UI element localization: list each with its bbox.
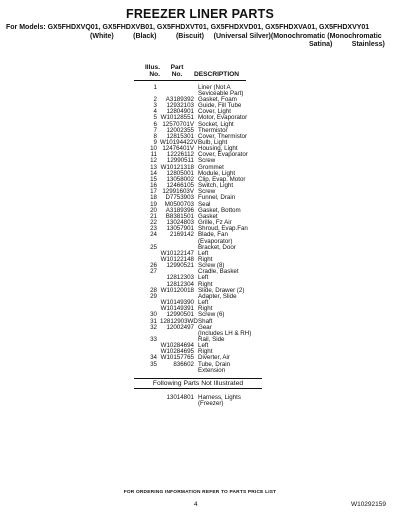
part-no: D7753903 xyxy=(165,194,194,202)
part-no: W10284694 xyxy=(160,342,194,350)
illus-no: 28 xyxy=(150,286,157,294)
part-no: 12466105 xyxy=(166,182,194,190)
model-colors-line: (White) (Black) (Biscuit) (Universal Silver)(Monochromatic (Monochromatic xyxy=(90,32,382,40)
part-description: Screw (6) xyxy=(198,311,225,319)
part-no: W10122147 xyxy=(160,249,194,257)
illus-no: 12 xyxy=(150,157,157,165)
part-description: (Evaporator) xyxy=(198,237,233,245)
illus-no: 26 xyxy=(150,262,157,270)
illus-no: 10 xyxy=(150,145,157,153)
part-no: 12804901 xyxy=(166,108,194,116)
part-description: Guide, Fill Tube xyxy=(198,102,242,110)
part-no: 13014801 xyxy=(166,393,194,401)
part-no: 836602 xyxy=(173,360,194,368)
part-description: Cover, Thermistor xyxy=(198,132,248,140)
part-description: Switch, Light xyxy=(198,182,234,190)
part-description: Gasket xyxy=(198,212,218,220)
illus-no: 35 xyxy=(150,360,157,368)
illus-no: 15 xyxy=(150,175,157,183)
part-no: W10128551 xyxy=(160,114,194,122)
illus-no: 14 xyxy=(150,169,157,177)
part-description: Cradle, Basket xyxy=(198,268,239,276)
illus-no: 11 xyxy=(150,151,157,159)
part-description: Diverter, Air xyxy=(198,354,230,362)
part-description: Blade, Fan xyxy=(198,231,228,239)
part-no: 12002497 xyxy=(166,323,194,331)
part-description: Tube, Drain xyxy=(198,360,231,368)
part-header-no: No. xyxy=(171,71,183,79)
part-description: Right xyxy=(198,255,213,263)
part-description: Gasket, Bottom xyxy=(198,206,241,214)
part-description: Right xyxy=(198,280,213,288)
part-no: 13058002 xyxy=(166,175,194,183)
part-description: Gear xyxy=(198,323,212,331)
part-no: W10149390 xyxy=(160,299,194,307)
illus-header: Illus. xyxy=(144,64,160,71)
part-no: 12990511 xyxy=(166,157,194,165)
illus-no: 25 xyxy=(150,243,157,251)
part-description: Cover, Light xyxy=(198,108,232,116)
part-no: W10120018 xyxy=(160,286,194,294)
part-description: Harness, Lights xyxy=(198,393,241,401)
illus-no xyxy=(134,368,157,374)
part-no: 12812304 xyxy=(166,280,194,288)
illus-no: 3 xyxy=(153,102,157,110)
part-description: Right xyxy=(198,348,213,356)
part-description: Left xyxy=(198,342,209,350)
illus-no: 4 xyxy=(153,108,157,116)
illus-no: 6 xyxy=(153,120,157,128)
illus-no: 20 xyxy=(150,206,157,214)
illus-no: 19 xyxy=(150,200,157,208)
illus-no xyxy=(134,401,157,407)
part-description: Grommet xyxy=(198,163,224,171)
part-no: 12990501 xyxy=(166,311,194,319)
part-description: (Includes LH & RH) xyxy=(198,329,252,337)
part-no: 12932103 xyxy=(166,102,194,110)
part-no: W10122148 xyxy=(160,255,194,263)
part-description: Screw (8) xyxy=(198,262,225,270)
part-description: Clip, Evap. Motor xyxy=(198,175,246,183)
table-header xyxy=(134,64,246,81)
document-number: W10292159 xyxy=(350,501,386,508)
part-description: Liner (Not A xyxy=(198,83,231,91)
part-no: W10121318 xyxy=(160,163,194,171)
illus-no: 7 xyxy=(153,126,157,134)
part-description: Left xyxy=(198,299,209,307)
part-description: Thermistor xyxy=(198,126,228,134)
part-no: W10194422V xyxy=(160,139,198,146)
part-no: 2169142 xyxy=(169,231,194,239)
illus-no: 23 xyxy=(150,225,157,233)
part-description: Adapter, Slide xyxy=(198,292,237,300)
illus-no: 32 xyxy=(150,323,157,331)
illus-no: 24 xyxy=(150,231,157,239)
part-description: Seal xyxy=(198,200,211,208)
model-list xyxy=(6,24,394,50)
ordering-note: FOR ORDERING INFORMATION REFER TO PARTS PRICE LIST xyxy=(123,490,277,495)
part-description: Funnel, Drain xyxy=(198,194,236,202)
illus-no: 33 xyxy=(150,336,157,343)
part-description: Rail, Side xyxy=(198,336,225,343)
page-number: 4 xyxy=(194,501,198,508)
desc-header: DESCRIPTION xyxy=(194,71,240,79)
illus-no: 2 xyxy=(153,95,157,103)
part-no: 12812903WD xyxy=(160,317,198,325)
part-description: Module, Light xyxy=(198,169,236,177)
part-description: Socket, Light xyxy=(198,120,234,128)
part-description: Motor, Evaporator xyxy=(198,114,248,122)
part-no: 12812303 xyxy=(166,274,194,282)
table-row xyxy=(134,401,364,407)
part-description: Left xyxy=(198,274,209,282)
part-no: 13057901 xyxy=(166,225,194,233)
illus-no: 22 xyxy=(150,219,157,227)
part-no: 12476401V xyxy=(162,145,194,153)
illus-no: 5 xyxy=(153,114,157,122)
illus-no: 29 xyxy=(150,292,157,300)
part-no: M0500703 xyxy=(164,200,194,208)
illus-header-no: No. xyxy=(149,71,160,79)
parts-rows xyxy=(134,85,364,374)
model-line: For Models: GX5FHDXVQ01, GX5FHDXVB01, GX5FHDXVT01, GX5FHDXVD01, GX5FHDXVA01, GX5FHDXVY01 xyxy=(6,24,370,31)
part-no: 12226112 xyxy=(166,151,194,159)
illus-no: 31 xyxy=(150,317,157,325)
part-no: B8381501 xyxy=(165,212,194,220)
page-title: FREEZER LINER PARTS xyxy=(125,7,275,21)
model-colors-line-cont: Satina) Stainless) xyxy=(309,41,385,48)
part-no: 12570701V xyxy=(162,120,194,128)
part-no: A3189396 xyxy=(165,206,194,214)
part-no: A3189392 xyxy=(165,95,194,103)
extra-rows xyxy=(134,395,364,407)
part-description: Bracket, Door xyxy=(198,243,236,251)
part-no: 12002355 xyxy=(166,126,194,134)
part-description: Cover, Evaporator xyxy=(198,151,248,159)
part-header: Part xyxy=(170,64,184,71)
part-no: W10157765 xyxy=(160,354,194,362)
illus-no: 34 xyxy=(150,354,157,362)
illus-no: 18 xyxy=(150,194,157,202)
illus-no: 8 xyxy=(153,132,157,140)
part-no: W10284695 xyxy=(160,348,194,356)
illus-no: 27 xyxy=(150,268,157,276)
table-row xyxy=(134,368,364,374)
not-illustrated-heading: Following Parts Not Illustrated xyxy=(134,378,262,389)
part-no: W10149391 xyxy=(160,305,194,313)
part-description: Extension xyxy=(198,366,226,374)
part-description: Shroud, Evap.Fan xyxy=(198,225,248,233)
part-description: Screw xyxy=(198,157,216,165)
part-no xyxy=(160,368,194,374)
part-no: 12990521 xyxy=(166,262,194,270)
illus-no: 16 xyxy=(150,182,157,190)
part-description: Left xyxy=(198,249,209,257)
illus-no: 21 xyxy=(150,212,157,220)
illus-no: 13 xyxy=(150,163,157,171)
part-no: 12805001 xyxy=(166,169,194,177)
part-description: Gasket, Foam xyxy=(198,95,237,103)
part-description: Bulb, Light xyxy=(198,139,228,146)
part-description: Grille, Fz Air xyxy=(198,219,232,227)
part-description: Housing, Light xyxy=(198,145,238,153)
parts-table xyxy=(134,64,364,407)
part-no: 12991603V xyxy=(162,188,194,196)
illus-no: 17 xyxy=(150,188,157,196)
illus-no: 1 xyxy=(153,83,157,91)
part-no: 12815301 xyxy=(166,132,194,140)
part-description: Seviceable Part) xyxy=(198,89,244,97)
part-description: Right xyxy=(198,305,213,313)
illus-no: 9 xyxy=(153,139,157,146)
part-no xyxy=(160,401,194,407)
part-description: Shaft xyxy=(198,317,213,325)
part-description: (Freezer) xyxy=(198,400,224,408)
part-description: Screw xyxy=(198,188,216,196)
illus-no: 30 xyxy=(150,311,157,319)
part-no: 13024803 xyxy=(166,219,194,227)
part-description: Slide, Drawer (2) xyxy=(198,286,245,294)
